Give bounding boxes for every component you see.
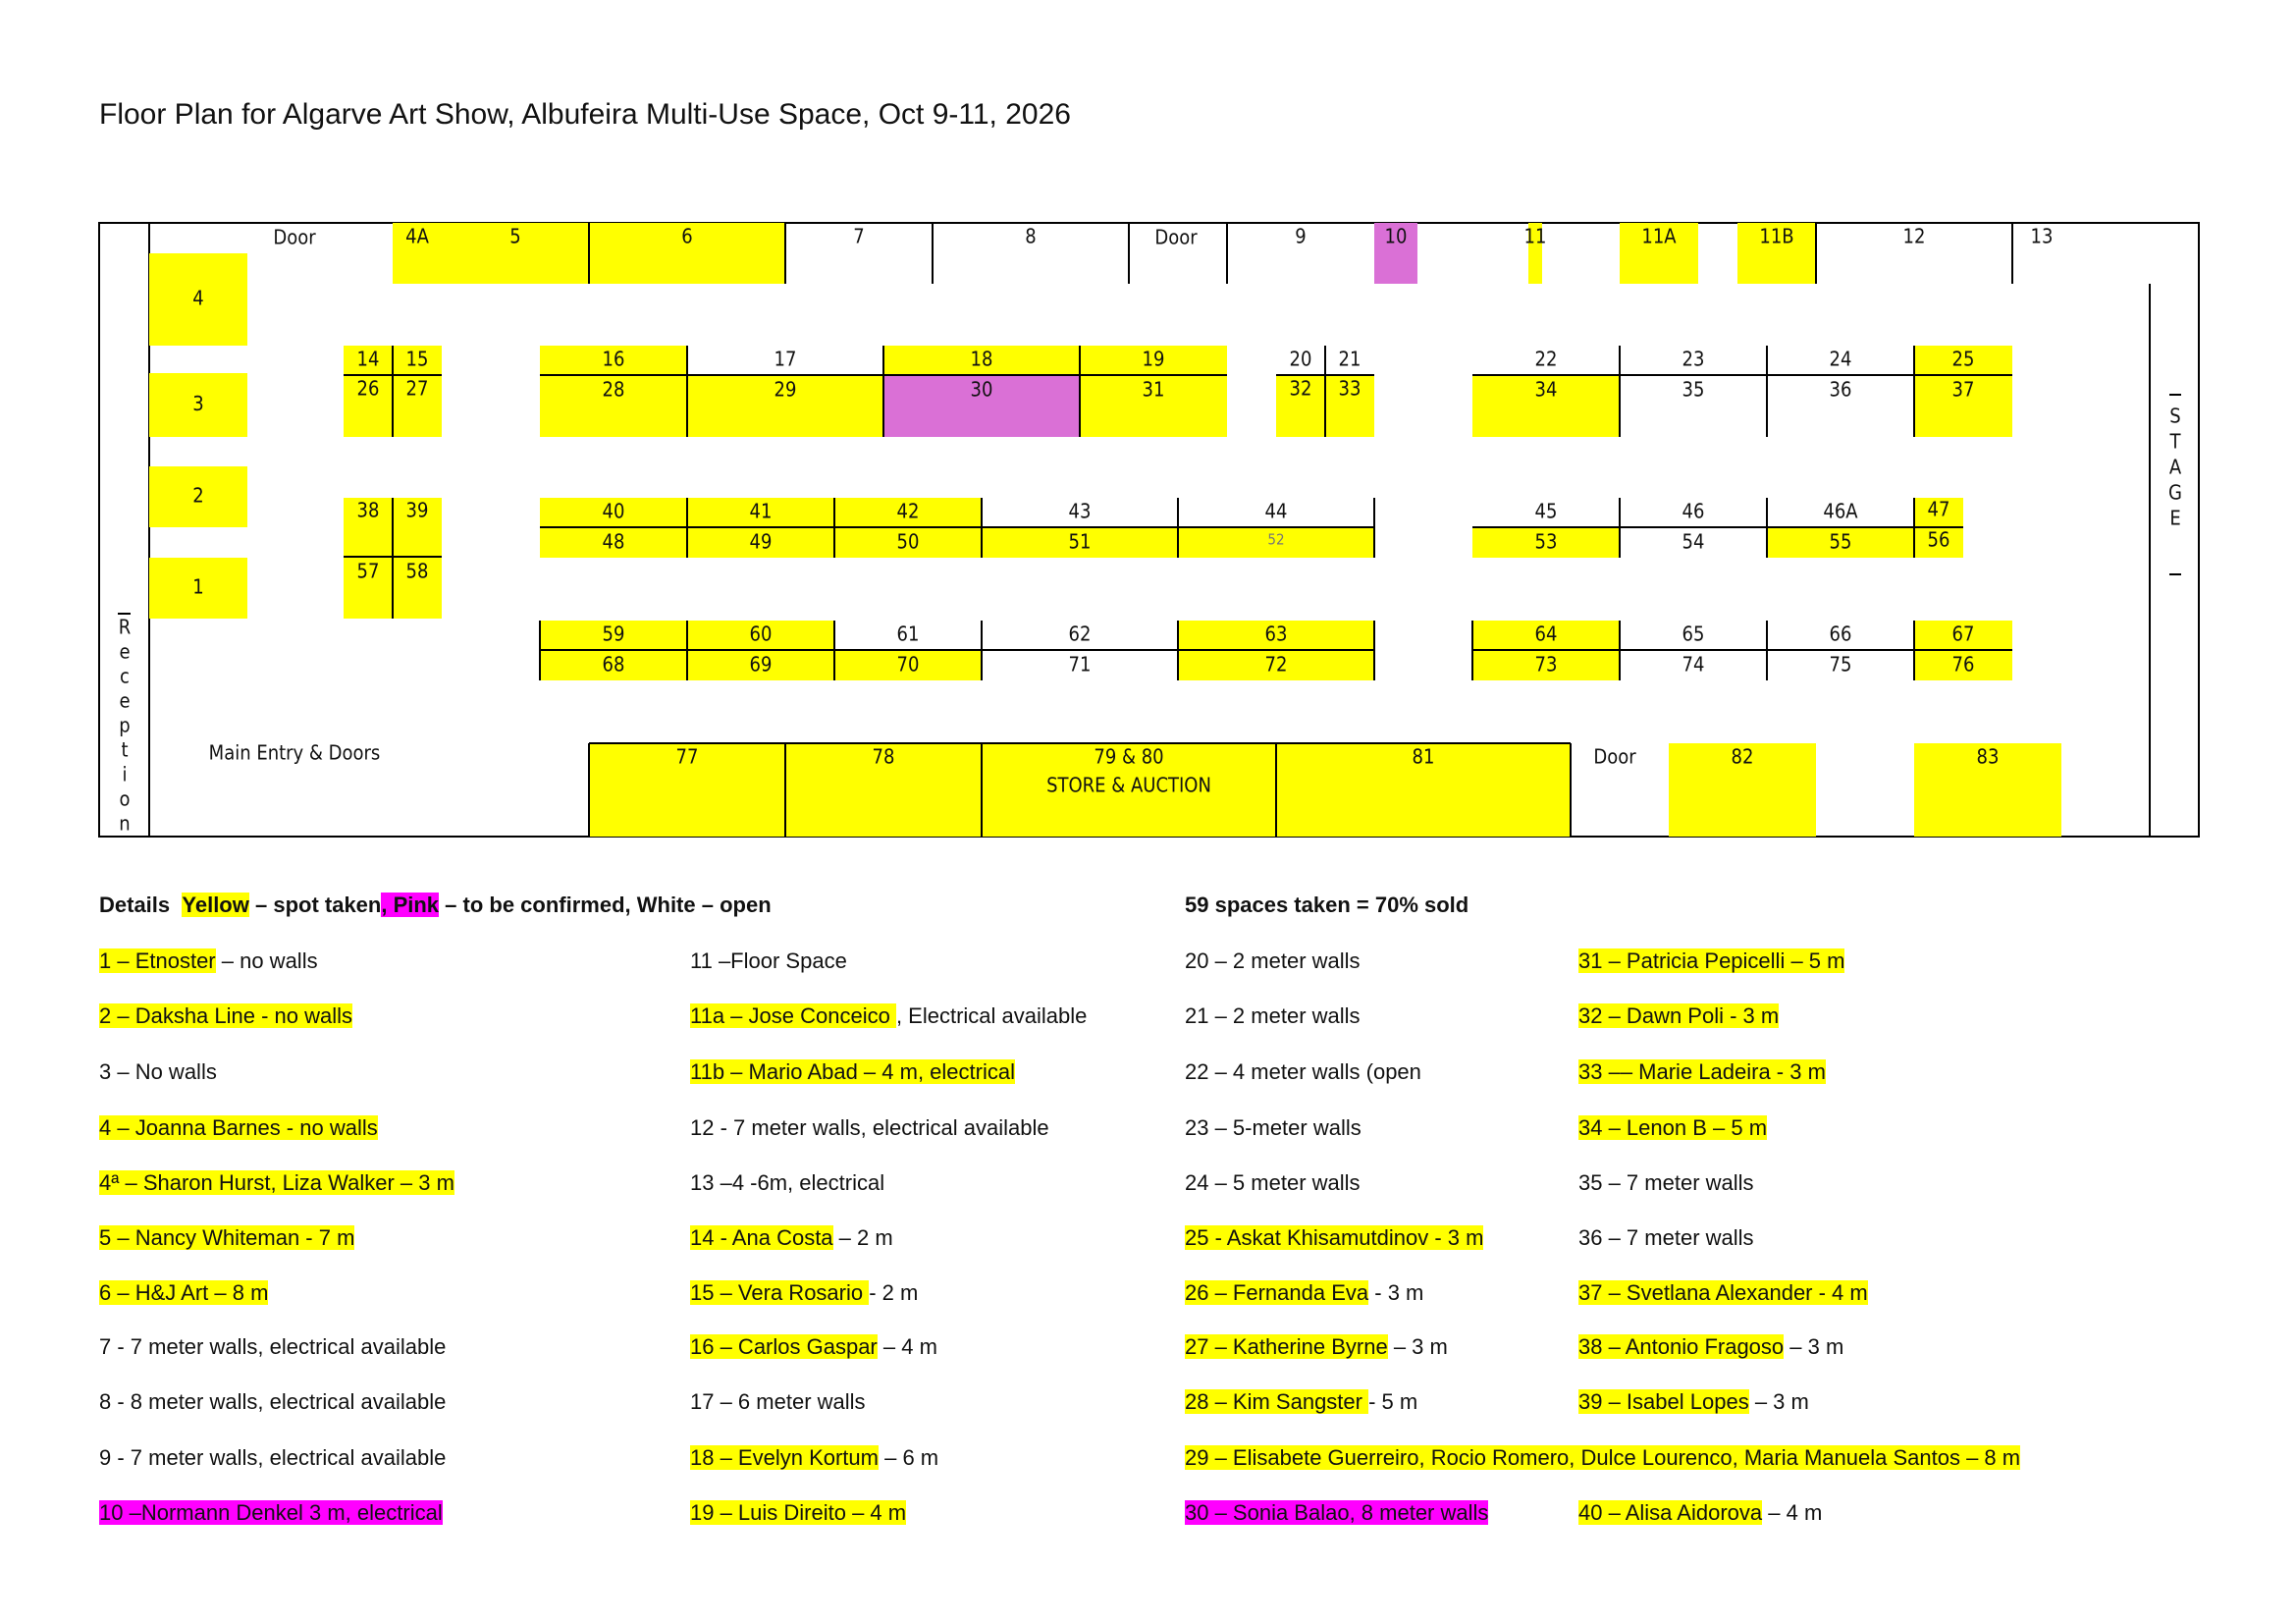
- booth-detail-text: 12 - 7 meter walls, electrical available: [690, 1115, 1049, 1140]
- booth-detail-highlight: 26 – Fernanda Eva: [1185, 1280, 1369, 1305]
- booth-detail-text: – 3 m: [1748, 1389, 1809, 1414]
- booth-label-60: 60: [749, 622, 773, 646]
- booth-detail-entry: [99, 1169, 454, 1197]
- booth-label-44: 44: [1264, 499, 1288, 523]
- reception-letter: n: [119, 811, 131, 836]
- booth-label-47: 47: [1927, 497, 1950, 521]
- booth-detail-entry: [690, 1224, 893, 1252]
- booth-label-13: 13: [2030, 224, 2054, 248]
- booth-detail-entry: [1578, 1333, 1843, 1361]
- booth-detail-entry: [99, 1002, 352, 1030]
- booth-label-68: 68: [602, 652, 625, 677]
- booth-detail-text: 20 – 2 meter walls: [1185, 948, 1361, 973]
- booth-detail-text: 9 - 7 meter walls, electrical available: [99, 1445, 447, 1470]
- booth-detail-highlight: 31 – Patricia Pepicelli – 5 m: [1578, 948, 1845, 973]
- stage-letter: G: [2168, 480, 2182, 505]
- booth-detail-text: 24 – 5 meter walls: [1185, 1170, 1361, 1195]
- booth-label-17: 17: [774, 347, 797, 371]
- booth-label-69: 69: [749, 652, 773, 677]
- booth-label-12: 12: [1902, 224, 1926, 248]
- booth-label-74: 74: [1682, 652, 1705, 677]
- booth-label-15: 15: [405, 347, 429, 371]
- booth-detail-highlight: 29 – Elisabete Guerreiro, Rocio Romero, Dulce Lourenco, Maria Manuela Santos – 8 m: [1185, 1445, 2021, 1470]
- booth-detail-entry: [1185, 1279, 1423, 1307]
- booth-label-26: 26: [356, 376, 380, 401]
- booth-label-34: 34: [1534, 377, 1558, 402]
- booth-label-33: 33: [1338, 376, 1362, 401]
- booth-detail-text: , Electrical available: [895, 1003, 1088, 1028]
- booth-detail-highlight: 5 – Nancy Whiteman - 7 m: [99, 1225, 355, 1250]
- booth-detail-text: 36 – 7 meter walls: [1578, 1225, 1754, 1250]
- booth-label-8: 8: [1025, 224, 1037, 248]
- booth-label-3: 3: [192, 392, 204, 415]
- booth-label-46a: 46A: [1823, 499, 1858, 523]
- booth-detail-entry: [690, 1388, 866, 1416]
- booth-detail-highlight: 1 – Etnoster: [99, 948, 216, 973]
- booth-detail-highlight: 33 –– Marie Ladeira - 3 m: [1578, 1059, 1826, 1084]
- booth-detail-entry: [99, 1114, 378, 1142]
- booth-label-32: 32: [1289, 376, 1312, 401]
- reception-letter: e: [119, 688, 131, 713]
- booth-detail-entry: [690, 1002, 1087, 1030]
- booth-detail-highlight: 4ª – Sharon Hurst, Liza Walker – 3 m: [99, 1170, 454, 1195]
- booth-detail-entry: [1185, 1388, 1417, 1416]
- stage-letter: E: [2169, 506, 2181, 530]
- booth-detail-entry: [1578, 1114, 1767, 1142]
- booth-label-28: 28: [602, 377, 625, 402]
- booth-label-59: 59: [602, 622, 625, 646]
- booth-detail-highlight: 38 – Antonio Fragoso: [1578, 1334, 1785, 1359]
- booth-label-62: 62: [1068, 622, 1092, 646]
- booth-label-67: 67: [1951, 622, 1975, 646]
- booth-label-9: 9: [1295, 224, 1307, 248]
- booth-detail-highlight: 37 – Svetlana Alexander - 4 m: [1578, 1280, 1868, 1305]
- booth-detail-entry: [1578, 1388, 1809, 1416]
- legend-prefix: Details: [99, 893, 171, 917]
- booth-label-78: 78: [872, 744, 895, 769]
- booth-detail-entry: [1185, 1002, 1361, 1030]
- booth-detail-entry: [1185, 1169, 1361, 1197]
- booth-detail-text: 11 –Floor Space: [690, 948, 847, 973]
- booth-label-16: 16: [602, 347, 625, 371]
- booth-detail-highlight: 11a – Jose Conceico: [690, 1003, 896, 1028]
- booth-detail-highlight: 32 – Dawn Poli - 3 m: [1578, 1003, 1780, 1028]
- booth-detail-highlight: 16 – Carlos Gaspar: [690, 1334, 878, 1359]
- booth-detail-text: 3 – No walls: [99, 1059, 217, 1084]
- booth-label-4a: 4A: [405, 224, 429, 248]
- sold-summary: 59 spaces taken = 70% sold: [1185, 893, 1469, 917]
- store-auction-label: STORE & AUCTION: [1046, 773, 1211, 797]
- booth-label-70: 70: [896, 652, 920, 677]
- booth-label-5: 5: [509, 224, 521, 248]
- booth-label-7980: 79 & 80: [1094, 744, 1164, 769]
- booth-label-83: 83: [1976, 744, 2000, 769]
- booth-label-58: 58: [405, 559, 429, 583]
- booth-label-37: 37: [1951, 377, 1975, 402]
- booth-detail-highlight: 15 – Vera Rosario: [690, 1280, 870, 1305]
- booth-detail-highlight: 34 – Lenon B – 5 m: [1578, 1115, 1768, 1140]
- booth-label-77: 77: [675, 744, 699, 769]
- legend-pink-desc: – to be confirmed, White – open: [439, 893, 772, 917]
- booth-label-6: 6: [681, 224, 693, 248]
- booth-label-49: 49: [749, 529, 773, 554]
- booth-label-22: 22: [1534, 347, 1558, 371]
- booth-detail-entry: [99, 1333, 446, 1361]
- booth-detail-text: – 2 m: [832, 1225, 893, 1250]
- reception-letter: R: [118, 615, 132, 639]
- booth-detail-entry: [99, 1058, 217, 1086]
- booth-label-46: 46: [1682, 499, 1705, 523]
- booth-label-39: 39: [405, 498, 429, 522]
- booth-detail-text: – 4 m: [877, 1334, 937, 1359]
- booth-detail-text: – no walls: [215, 948, 318, 973]
- booth-detail-entry: [690, 1058, 1015, 1086]
- door-label: Door: [273, 225, 316, 249]
- booth-label-40: 40: [602, 499, 625, 523]
- booth-label-64: 64: [1534, 622, 1558, 646]
- booth-label-18: 18: [970, 347, 993, 371]
- booth-label-38: 38: [356, 498, 380, 522]
- booth-detail-entry: [690, 1169, 884, 1197]
- booth-label-55: 55: [1829, 529, 1852, 554]
- main-entry-label: Main Entry & Doors: [208, 740, 381, 765]
- booth-label-24: 24: [1829, 347, 1852, 371]
- booth-detail-text: – 6 m: [878, 1445, 939, 1470]
- legend-yellow: Yellow: [182, 893, 249, 917]
- booth-label-36: 36: [1829, 377, 1852, 402]
- booth-label-75: 75: [1829, 652, 1852, 677]
- reception-letter: e: [119, 639, 131, 664]
- booth-detail-entry: [99, 1224, 354, 1252]
- booth-detail-entry: [99, 1279, 268, 1307]
- booth-label-29: 29: [774, 377, 797, 402]
- booth-label-7: 7: [853, 224, 865, 248]
- booth-detail-entry: [1185, 1499, 1488, 1527]
- booth-detail-entry: [1578, 1002, 1779, 1030]
- booth-detail-highlight: 10 –Normann Denkel 3 m, electrical: [99, 1500, 443, 1525]
- reception-letter: i: [122, 762, 128, 786]
- booth-detail-highlight: 28 – Kim Sangster: [1185, 1389, 1369, 1414]
- booth-detail-entry: [690, 1114, 1049, 1142]
- booth-label-43: 43: [1068, 499, 1092, 523]
- reception-letter: t: [121, 737, 129, 762]
- booth-label-35: 35: [1682, 377, 1705, 402]
- booth-label-65: 65: [1682, 622, 1705, 646]
- booth-label-54: 54: [1682, 529, 1705, 554]
- booth-label-23: 23: [1682, 347, 1705, 371]
- booth-detail-entry: [99, 1388, 446, 1416]
- booth-label-53: 53: [1534, 529, 1558, 554]
- booth-label-14: 14: [356, 347, 380, 371]
- booth-label-66: 66: [1829, 622, 1852, 646]
- booth-detail-entry: [1578, 947, 1844, 975]
- booth-detail-text: 35 – 7 meter walls: [1578, 1170, 1754, 1195]
- booth-detail-entry: [1185, 1114, 1362, 1142]
- door-label: Door: [1593, 744, 1636, 769]
- booth-detail-text: – 3 m: [1784, 1334, 1844, 1359]
- booth-detail-text: - 2 m: [869, 1280, 919, 1305]
- legend-yellow-desc: – spot taken: [248, 893, 382, 917]
- booth-detail-text: 22 – 4 meter walls (open: [1185, 1059, 1421, 1084]
- booth-detail-entry: [99, 1499, 443, 1527]
- booth-detail-highlight: 18 – Evelyn Kortum: [690, 1445, 879, 1470]
- booth-label-76: 76: [1951, 652, 1975, 677]
- booth-detail-entry: [690, 1499, 906, 1527]
- booth-detail-highlight: 14 - Ana Costa: [690, 1225, 833, 1250]
- booth-label-61: 61: [896, 622, 920, 646]
- booth-detail-text: 21 – 2 meter walls: [1185, 1003, 1361, 1028]
- page-title: Floor Plan for Algarve Art Show, Albufeira Multi-Use Space, Oct 9-11, 2026: [99, 98, 1071, 131]
- booth-label-21: 21: [1338, 347, 1362, 371]
- booth-detail-entry: [690, 947, 847, 975]
- booth-detail-text: – 4 m: [1762, 1500, 1823, 1525]
- booth-detail-highlight: 19 – Luis Direito – 4 m: [690, 1500, 907, 1525]
- stage-letter: A: [2168, 455, 2182, 479]
- booth-label-56: 56: [1927, 527, 1950, 552]
- booth-label-30: 30: [970, 377, 993, 402]
- booth-detail-highlight: 30 – Sonia Balao, 8 meter walls: [1185, 1500, 1489, 1525]
- booth-label-81: 81: [1412, 744, 1435, 769]
- booth-label-10: 10: [1384, 224, 1408, 248]
- booth-detail-entry: [1578, 1058, 1826, 1086]
- booth-label-27: 27: [405, 376, 429, 401]
- booth-detail-entry: [1185, 947, 1361, 975]
- booth-detail-text: – 3 m: [1387, 1334, 1448, 1359]
- booth-detail-entry: [1578, 1169, 1754, 1197]
- booth-detail-highlight: 25 - Askat Khisamutdinov - 3 m: [1185, 1225, 1484, 1250]
- booth-detail-highlight: 6 – H&J Art – 8 m: [99, 1280, 269, 1305]
- booth-detail-entry: [690, 1279, 918, 1307]
- booth-detail-text: 23 – 5-meter walls: [1185, 1115, 1362, 1140]
- booth-detail-text: 17 – 6 meter walls: [690, 1389, 866, 1414]
- booth-label-41: 41: [749, 499, 773, 523]
- booth-label-63: 63: [1264, 622, 1288, 646]
- booth-label-73: 73: [1534, 652, 1558, 677]
- booth-label-31: 31: [1142, 377, 1165, 402]
- booth-label-4: 4: [192, 286, 204, 310]
- booth-detail-entry: [1185, 1224, 1483, 1252]
- booth-detail-highlight: 40 – Alisa Aidorova: [1578, 1500, 1763, 1525]
- reception-letter: o: [119, 786, 131, 811]
- booth-label-11a: 11A: [1641, 224, 1677, 248]
- booth-detail-entry: [1578, 1279, 1868, 1307]
- booth-label-72: 72: [1264, 652, 1288, 677]
- booth-detail-entry: [1185, 1058, 1421, 1086]
- booth-label-45: 45: [1534, 499, 1558, 523]
- stage-letter: S: [2169, 404, 2181, 428]
- reception-letter: p: [119, 713, 131, 737]
- booth-detail-text: 13 –4 -6m, electrical: [690, 1170, 885, 1195]
- booth-label-51: 51: [1068, 529, 1092, 554]
- booth-label-52: 52: [1267, 530, 1285, 549]
- booth-detail-entry: [1578, 1224, 1754, 1252]
- booth-detail-entry: [1185, 1444, 2020, 1472]
- booth-detail-text: - 3 m: [1368, 1280, 1424, 1305]
- booth-label-25: 25: [1951, 347, 1975, 371]
- legend: [99, 893, 772, 918]
- booth-label-48: 48: [602, 529, 625, 554]
- booth-label-82: 82: [1731, 744, 1754, 769]
- booth-label-19: 19: [1142, 347, 1165, 371]
- booth-detail-highlight: 39 – Isabel Lopes: [1578, 1389, 1749, 1414]
- booth-detail-entry: [1578, 1499, 1822, 1527]
- booth-label-42: 42: [896, 499, 920, 523]
- legend-pink: , Pink: [381, 893, 440, 917]
- stage-letter: T: [2169, 429, 2181, 454]
- booth-label-11: 11: [1523, 224, 1547, 248]
- booth-detail-text: 7 - 7 meter walls, electrical available: [99, 1334, 447, 1359]
- booth-detail-entry: [690, 1444, 938, 1472]
- booth-label-11b: 11B: [1759, 224, 1794, 248]
- booth-label-71: 71: [1068, 652, 1092, 677]
- booth-label-50: 50: [896, 529, 920, 554]
- door-label: Door: [1154, 225, 1198, 249]
- reception-letter: c: [120, 664, 130, 688]
- booth-label-1: 1: [192, 574, 204, 599]
- booth-detail-entry: [1185, 1333, 1448, 1361]
- booth-detail-text: - 5 m: [1368, 1389, 1418, 1414]
- booth-detail-text: 8 - 8 meter walls, electrical available: [99, 1389, 447, 1414]
- booth-detail-entry: [690, 1333, 937, 1361]
- booth-detail-highlight: 2 – Daksha Line - no walls: [99, 1003, 353, 1028]
- booth-label-20: 20: [1289, 347, 1312, 371]
- booth-detail-highlight: 11b – Mario Abad – 4 m, electrical: [690, 1059, 1015, 1084]
- booth-detail-highlight: 4 – Joanna Barnes - no walls: [99, 1115, 378, 1140]
- booth-label-57: 57: [356, 559, 380, 583]
- booth-detail-entry: [99, 1444, 446, 1472]
- booth-label-2: 2: [192, 483, 204, 508]
- booth-detail-highlight: 27 – Katherine Byrne: [1185, 1334, 1388, 1359]
- booth-detail-entry: [99, 947, 318, 975]
